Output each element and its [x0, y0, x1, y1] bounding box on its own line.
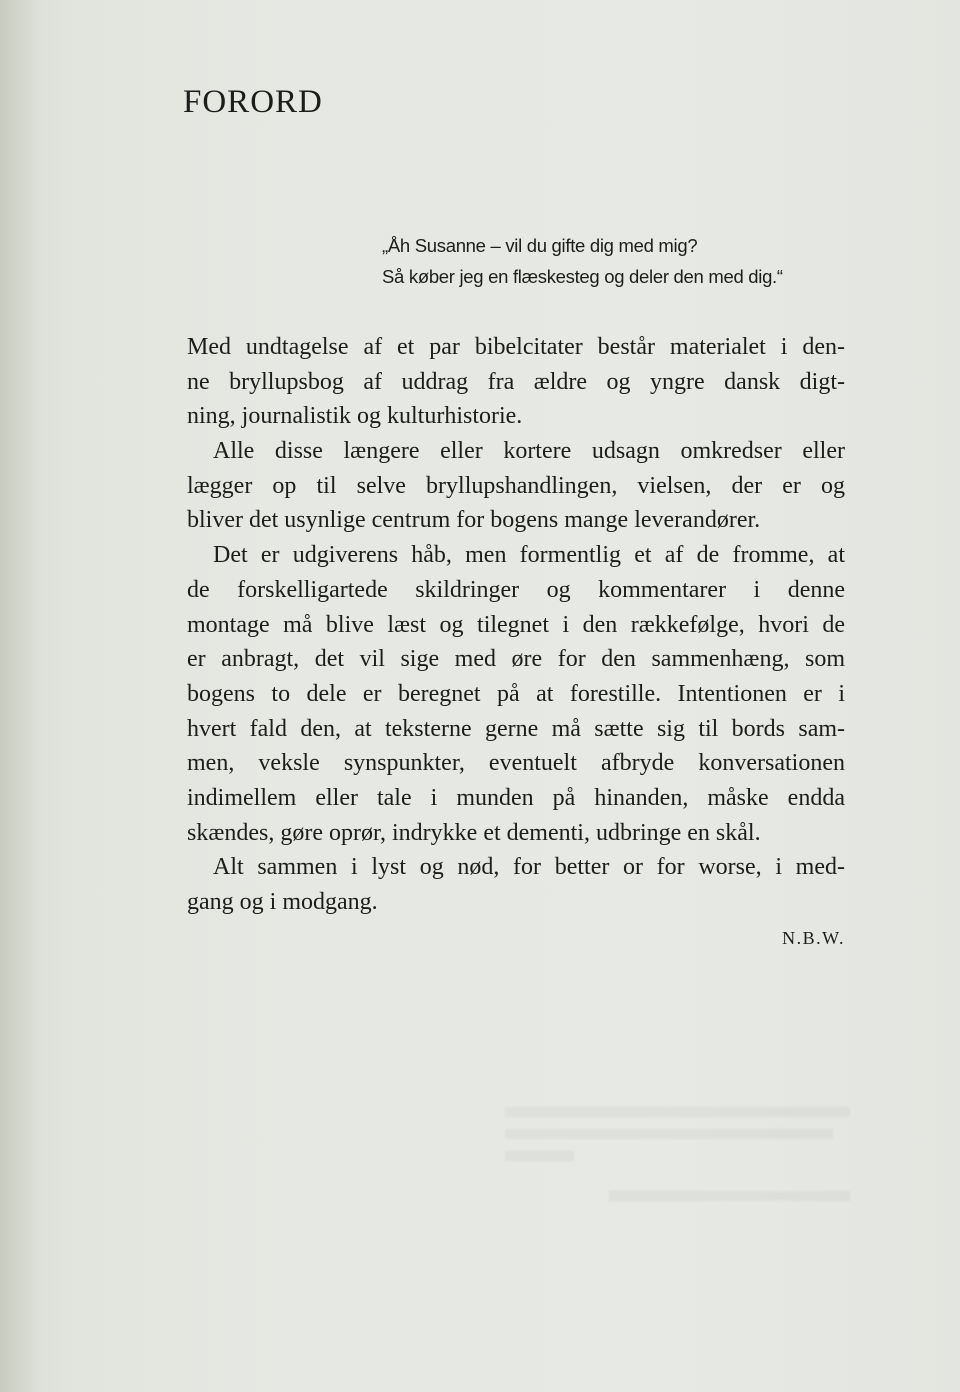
- body-line: gang og i modgang.: [187, 889, 378, 915]
- body-line: indimellem eller tale i munden på hinanden, måske endda: [187, 784, 845, 811]
- body-line: hvert fald den, at teksterne gerne må sætte sig til bords sam-: [187, 715, 845, 742]
- body-line: Det er udgiverens håb, men formentlig et af de fromme, at: [213, 542, 845, 569]
- epigraph: [382, 230, 822, 292]
- body-line: de forskelligartede skildringer og kommentarer i denne: [187, 576, 845, 603]
- body-line: men, veksle synspunkter, eventuelt afbryde konversationen: [187, 750, 845, 777]
- page-shadow: [0, 0, 40, 1392]
- body-line: Alle disse længere eller kortere udsagn omkredser eller: [213, 438, 845, 465]
- epigraph-line: Så køber jeg en flæskesteg og deler den med dig.“: [382, 266, 783, 287]
- body-line: bogens to dele er beregnet på at forestille. Intentionen er i: [187, 680, 845, 707]
- epigraph-line: „Åh Susanne – vil du gifte dig med mig?: [382, 235, 698, 256]
- body-text: [187, 330, 845, 920]
- body-line: Alt sammen i lyst og nød, for better or for worse, i med-: [213, 854, 845, 881]
- body-line: skændes, gøre oprør, indrykke et dementi, udbringe en skål.: [187, 819, 761, 846]
- signature: N.B.W.: [782, 928, 845, 948]
- page-title: FORORD: [183, 84, 323, 120]
- body-line: ne bryllupsbog af uddrag fra ældre og yngre dansk digt-: [187, 368, 845, 395]
- body-line: ning, journalistik og kulturhistorie.: [187, 403, 523, 430]
- body-line: lægger op til selve bryllupshandlingen, vielsen, der er og: [187, 472, 845, 499]
- show-through-text: [505, 1095, 850, 1213]
- body-line: montage må blive læst og tilegnet i den rækkefølge, hvori de: [187, 611, 845, 638]
- body-line: Med undtagelse af et par bibelcitater består materialet i den-: [187, 334, 845, 360]
- body-line: bliver det usynlige centrum for bogens mange leverandører.: [187, 507, 761, 534]
- body-line: er anbragt, det vil sige med øre for den sammenhæng, som: [187, 646, 845, 673]
